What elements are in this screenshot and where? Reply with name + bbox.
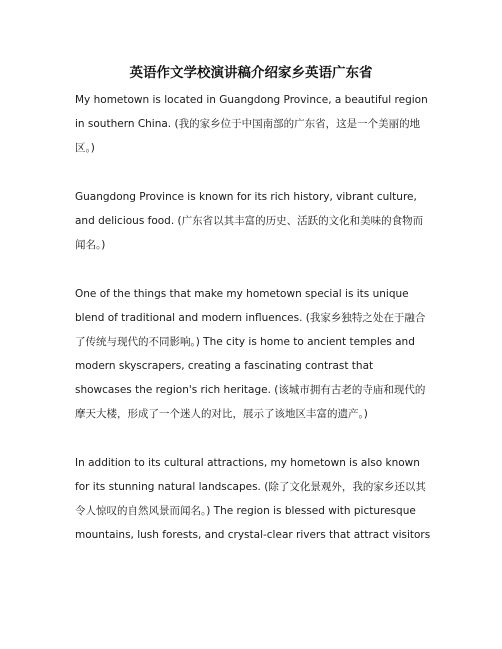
paragraph-4: In addition to its cultural attractions, my hometown is also known for its stunning natural landscapes. (除了文化景观外，我的家乡还以其令人惊叹的自然风景而闻名。) The region is blessed with picturesque mountains, lush forests, and crystal-clear rivers that attract visitors	[75, 457, 431, 541]
paragraph-spacer	[75, 160, 431, 185]
paragraph-2: Guangdong Province is known for its rich history, vibrant culture, and delicious food. (广东省以其丰富的历史、活跃的文化和美味的食物而闻名。)	[75, 191, 424, 251]
paragraph-1: My hometown is located in Guangdong Province, a beautiful region in southern China. (我的家乡位于中国南部的广东省，这是一个美丽的地区。)	[75, 94, 428, 154]
document-body	[75, 88, 431, 547]
document-title: 英语作文学校演讲稿介绍家乡英语广东省	[129, 65, 373, 81]
paragraph-3: One of the things that make my hometown special is its unique blend of traditional and modern influences. (我家乡独特之处在于融合了传统与现代的不同影响。) The city is home to ancient temples and modern skyscrapers, creating a fascinating contrast that showcases the region's rich heritage. (该城市拥有古老的寺庙和现代的摩天大楼，形成了一个迷人的对比，展示了该地区丰富的遗产。)	[75, 288, 426, 420]
paragraph-spacer	[75, 426, 431, 451]
paragraph-spacer	[75, 257, 431, 282]
